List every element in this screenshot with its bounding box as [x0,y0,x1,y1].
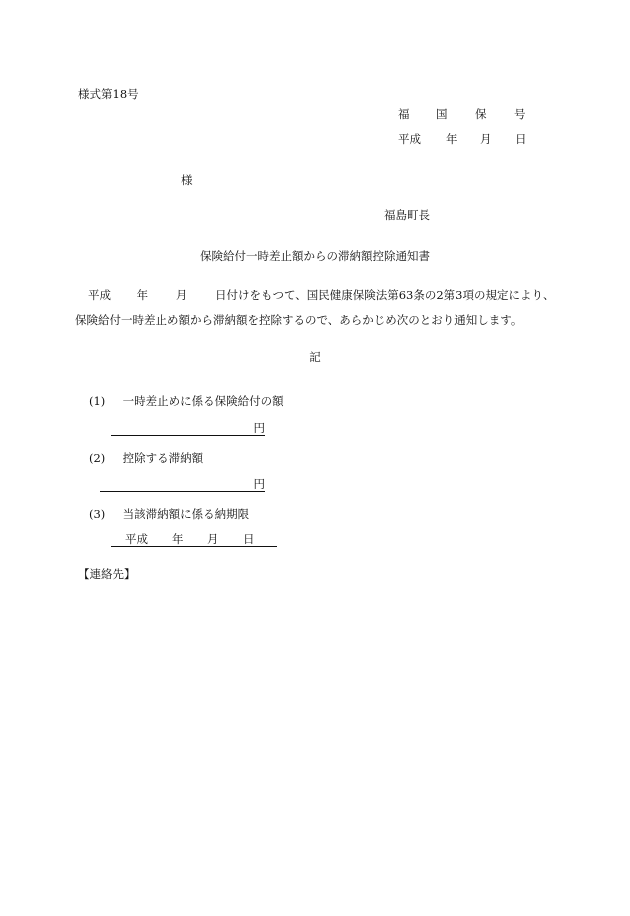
contact-label: 【連絡先】 [78,567,136,581]
issuer: 福島町長 [384,208,430,222]
doc-number-char-2: 国 [436,107,448,121]
item-2-label: 控除する滞納額 [122,451,204,465]
document-title: 保険給付一時差止額からの滞納額控除通知書 [200,249,430,263]
item-3 [89,506,249,522]
doc-date-day: 日 [515,132,527,146]
form-number: 様式第18号 [78,87,139,101]
due-date-year: 年 [172,532,184,546]
due-date-era: 平成 [125,532,148,546]
item-2-unit: 円 [253,477,265,491]
due-date-day: 日 [243,532,255,546]
doc-number-char-4: 号 [514,107,526,121]
body-line-2: 保険給付一時差止め額から滞納額を控除するので、あらかじめ次のとおり通知します。 [75,313,523,327]
doc-date-month: 月 [480,132,492,146]
item-1-amount-field[interactable] [111,421,265,436]
body-line-1 [88,287,555,303]
item-1 [89,393,284,409]
ki-heading: 記 [309,350,321,364]
item-2-number: (2) [89,451,106,465]
due-date-month: 月 [207,532,219,546]
body-year: 年 [136,288,149,302]
item-1-number: (1) [89,394,106,408]
item-1-label: 一時差止めに係る保険給付の額 [122,394,284,408]
item-2 [89,450,203,466]
doc-date-era: 平成 [398,132,421,146]
doc-number-char-3: 保 [475,107,487,121]
doc-date-year: 年 [446,132,458,146]
item-3-due-date-field[interactable] [111,532,277,547]
body-text: 日付けをもつて、国民健康保険法第63条の2第3項の規定により、 [214,288,555,302]
body-month: 月 [175,288,188,302]
body-era: 平成 [88,288,111,302]
item-1-unit: 円 [253,421,265,435]
item-3-label: 当該滞納額に係る納期限 [122,507,250,521]
item-2-amount-field[interactable] [100,477,265,492]
doc-number-char-1: 福 [398,107,410,121]
item-3-number: (3) [89,507,106,521]
addressee-suffix: 様 [181,173,193,187]
